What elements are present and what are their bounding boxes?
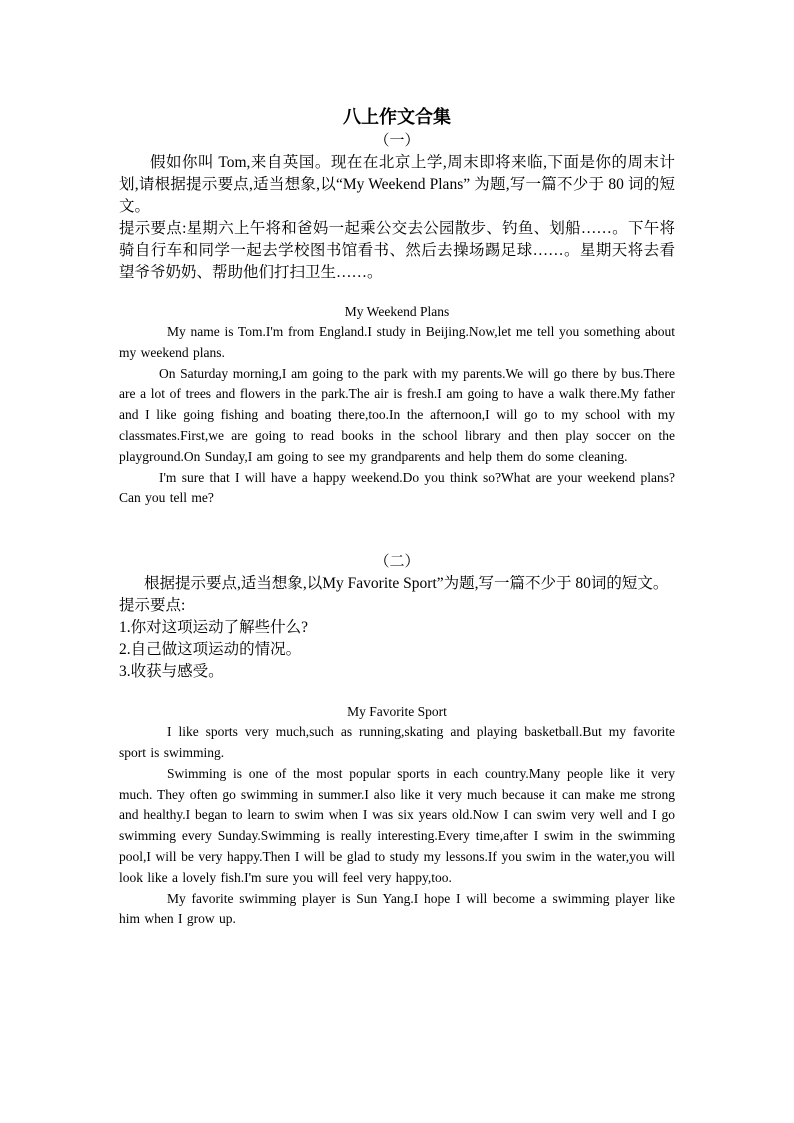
essay-hint-item: 2.自己做这项运动的情况。 [119, 641, 302, 659]
document-page [119, 104, 675, 930]
essay-section-2 [119, 551, 675, 930]
essay-section-1 [119, 130, 675, 509]
essay-title: My Weekend Plans [344, 304, 450, 319]
essay-paragraph: On Saturday morning,I am going to the park with my parents.We will go there by bus.There are a lot of trees and flowers in the park.The air is fresh.I am going to have a walk there.My father and I like going fishing and boating there,too.In the afternoon,I will go to my school with my classmates.First,we are going to read books in the school library and then play soccer on the playground.On Sunday,I am going to see my grandparents and help them do some cleaning. [119, 365, 675, 464]
section-number: （一） [374, 133, 420, 149]
essay-prompt: 根据提示要点,适当想象,以My Favorite Sport”为题,写一篇不少于 80词的短文。 [144, 575, 669, 593]
essay-hint-item: 3.收获与感受。 [119, 663, 224, 681]
essay-paragraph: I'm sure that I will have a happy weekend.Do you think so?What are your weekend plans?Can you tell me? [119, 469, 675, 506]
section-number: （二） [374, 554, 420, 571]
essay-paragraph: My favorite swimming player is Sun Yang.I hope I will become a swimming player like him when I grow up. [119, 890, 675, 927]
essay-title: My Favorite Sport [347, 704, 447, 720]
essay-hints: 提示要点:星期六上午将和爸妈一起乘公交去公园散步、钓鱼、划船……。下午将骑自行车和同学一起去学校图书馆看书、然后去操场踢足球……。星期天将去看望爷爷奶奶、帮助他们打扫卫生……。 [119, 220, 675, 281]
essay-hints-label: 提示要点: [119, 597, 186, 615]
document-title: 八上作文合集 [343, 107, 451, 127]
essay-hint-item: 1.你对这项运动了解些什么? [119, 619, 309, 637]
essay-paragraph: I like sports very much,such as running,skating and playing basketball.But my favorite sport is swimming. [119, 724, 675, 760]
essay-paragraph: Swimming is one of the most popular sports in each country.Many people like it very much. They often go swimming in summer.I also like it very much because it can make me strong and healthy.I began to learn to swim when I was six years old.Now I can swim very well and I go swimming every Sunday.Swimming is really interesting.Every time,after I swim in the swimming pool,I will be very happy.Then I will be glad to study my lessons.If you swim in the water,you will look like a lovely fish.I'm sure you will feel very happy,too. [119, 765, 675, 885]
essay-prompt: 假如你叫 Tom,来自英国。现在在北京上学,周末即将来临,下面是你的周末计划,请根据提示要点,适当想象,以“My Weekend Plans” 为题,写一篇不少于 80 词的短文。 [119, 154, 675, 215]
essay-body [119, 722, 675, 930]
essay-body [119, 322, 675, 509]
essay-paragraph: My name is Tom.I'm from England.I study in Beijing.Now,let me tell you something about my weekend plans. [119, 324, 675, 360]
